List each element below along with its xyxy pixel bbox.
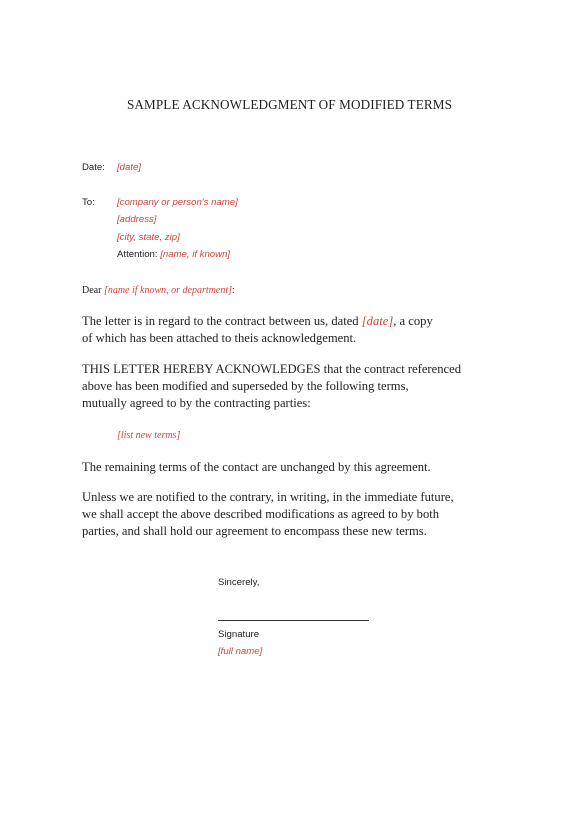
full-name-placeholder: [full name] — [218, 646, 263, 657]
paragraph-2-line-3: mutually agreed to by the contracting parties: — [82, 396, 311, 410]
paragraph-3: The remaining terms of the contact are unchanged by this agreement. — [82, 460, 431, 474]
recipient-city-state-zip: [city, state, zip] — [117, 232, 180, 243]
signature-label: Signature — [218, 629, 260, 640]
attention-value: [name, if known] — [160, 249, 231, 260]
closing-sincerely: Sincerely, — [218, 577, 260, 588]
paragraph-2-line-2: above has been modified and superseded by the following terms, — [82, 379, 409, 393]
date-placeholder: [date] — [117, 162, 142, 173]
paragraph-1-line-2: of which has been attached to theis acknowledgement. — [82, 331, 357, 345]
new-terms-placeholder: [list new terms] — [117, 430, 181, 441]
salutation-placeholder: [name if known, or department] — [103, 285, 232, 296]
paragraph-1-line-1 — [82, 314, 433, 331]
document-title: SAMPLE ACKNOWLEDGMENT OF MODIFIED TERMS — [126, 97, 453, 112]
attention-label: Attention: — [117, 249, 158, 260]
salutation-suffix: : — [231, 285, 235, 296]
to-label: To: — [82, 197, 95, 208]
signature-line — [218, 620, 369, 621]
paragraph-4-line-3: parties, and shall hold our agreement to encompass these new terms. — [82, 524, 427, 538]
paragraph-1 — [82, 314, 433, 348]
paragraph-2 — [82, 362, 461, 413]
paragraph-2-line-1: THIS LETTER HEREBY ACKNOWLEDGES that the contract referenced — [82, 362, 461, 376]
recipient-address: [address] — [117, 214, 157, 225]
paragraph-4-line-2: we shall accept the above described modifications as agreed to by both — [82, 507, 440, 521]
paragraph-1-text: The letter is in regard to the contract between us, dated — [82, 314, 359, 328]
attention-line — [117, 249, 230, 260]
paragraph-1-text-after: , a copy — [393, 314, 433, 328]
paragraph-4 — [82, 490, 454, 541]
contract-date-placeholder: [date] — [361, 314, 394, 328]
recipient-company: [company or person's name] — [117, 197, 238, 208]
salutation-prefix: Dear — [82, 285, 102, 296]
paragraph-4-line-1: Unless we are notified to the contrary, in writing, in the immediate future, — [82, 490, 454, 504]
date-label: Date: — [82, 162, 105, 173]
salutation — [82, 285, 235, 296]
